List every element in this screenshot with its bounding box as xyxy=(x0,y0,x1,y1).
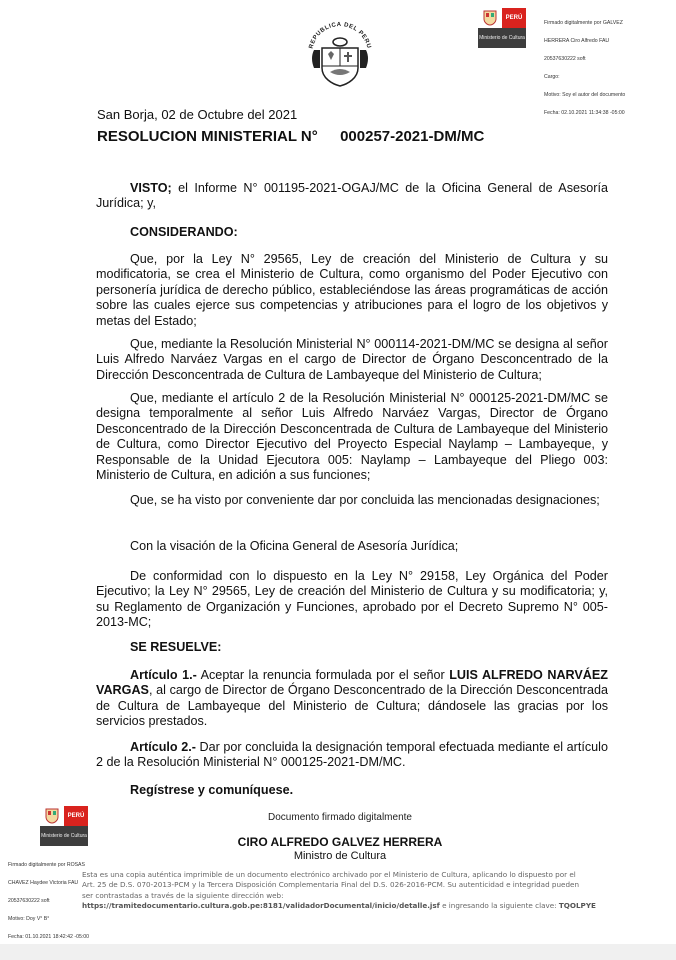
paragraph-4: Que, se ha visto por conveniente dar por concluida las mencionadas designaciones; xyxy=(130,493,600,507)
footer-line: Art. 25 de D.S. 070-2013-PCM y la Tercera Disposición Complementaria Final del D.S. 026-2016-PCM. Su autenticidad e integridad pueden xyxy=(82,880,580,890)
visto-paragraph xyxy=(96,181,608,212)
visto-text: el Informe N° 001195-2021-OGAJ/MC de la Oficina General de Asesoría Jurídica; y, xyxy=(96,181,608,211)
sig-line: Firmado digitalmente por GALVEZ xyxy=(544,20,623,26)
coat-of-arms-text: REPUBLICA DEL PERU xyxy=(308,21,372,50)
validation-url[interactable]: https://tramitedocumentario.cultura.gob.pe:8181/validadorDocumental/inicio/detalle.jsf xyxy=(82,901,440,911)
signature-note: Documento firmado digitalmente xyxy=(268,812,412,823)
sig-line: Cargo: xyxy=(544,74,560,80)
coat-of-arms xyxy=(298,20,382,92)
coat-of-arms-icon xyxy=(40,806,64,826)
peru-label: PERÚ xyxy=(64,806,88,826)
bottom-signature-text xyxy=(8,850,89,946)
sig-line: Firmado digitalmente por ROSAS xyxy=(8,862,85,868)
article-2-text: Dar por concluida la designación temporal efectuada mediante el artículo 2 de la Resolución Ministerial N° 000125-2021-DM/MC. xyxy=(96,740,608,770)
ministry-label: Ministerio de Cultura xyxy=(478,28,526,48)
paragraph-2: Que, mediante la Resolución Ministerial N° 000114-2021-DM/MC se designa al señor Luis Alfredo Narváez Vargas en el cargo de Director de Órgano Desconcentrado de la Dirección Desconcentrada de Cultura de Lambayeque del Ministerio de Cultura; xyxy=(96,337,608,382)
article-1-label: Artículo 1.- xyxy=(130,668,197,682)
article-1 xyxy=(96,668,608,730)
validation-key: TQOLPYE xyxy=(558,901,596,911)
paragraph-3: Que, mediante el artículo 2 de la Resolución Ministerial N° 000125-2021-DM/MC se designa temporalmente al señor Luis Alfredo Narváez Vargas, Director de Órgano Desconcentrado de la Dirección Desconcentrada de Cultura de Lambayeque del Ministerio de Cultura, como Director Ejecutivo del Proyecto Especial Naylamp – Lambayeque, y Responsable de la Unidad Ejecutora 005: Naylamp – Lambayeque del Pliego 003: Ministerio de Cultura, en adición a sus funciones; xyxy=(96,391,608,483)
paragraph-6: De conformidad con lo dispuesto en la Ley N° 29158, Ley Orgánica del Poder Ejecutivo; la Ley N° 29565, Ley de creación del Ministerio de Cultura y su modificatoria; y, su Reglamento de Organización y Funciones, aprobado por el Decreto Supremo N° 005-2013-MC; xyxy=(96,569,608,630)
resolution-title-label: RESOLUCION MINISTERIAL N° xyxy=(97,128,318,145)
article-1-name: LUIS ALFREDO NARVÁEZ VARGAS xyxy=(96,668,608,698)
sig-line: Motivo: Soy el autor del documento xyxy=(544,92,626,98)
closing-text: Regístrese y comuníquese. xyxy=(130,783,294,797)
sig-line: Fecha: 02.10.2021 11:34:38 -05:00 xyxy=(544,110,625,116)
ministry-logo-bottom xyxy=(40,806,88,846)
footer-key-text: e ingresando la siguiente clave: xyxy=(439,901,559,911)
place-date: San Borja, 02 de Octubre del 2021 xyxy=(97,107,298,122)
sig-line: 20537630222 soft xyxy=(544,56,586,62)
resolution-number: 000257-2021-DM/MC xyxy=(340,128,485,145)
considerando-heading: CONSIDERANDO: xyxy=(130,225,238,239)
sig-line: Fecha: 01.10.2021 18:42:42 -05:00 xyxy=(8,934,90,940)
se-resuelve-heading: SE RESUELVE: xyxy=(130,640,222,654)
coat-of-arms-icon xyxy=(478,8,502,28)
top-signature-text xyxy=(544,8,625,122)
authenticity-note xyxy=(82,870,642,912)
footer-line: Esta es una copia auténtica imprimible de un documento electrónico archivado por el Ministerio de Cultura, aplicando lo dispuesto por el xyxy=(82,870,576,879)
peru-label: PERÚ xyxy=(502,8,526,28)
signatory-position: Ministro de Cultura xyxy=(293,850,387,862)
sig-line: Motivo: Doy V° B° xyxy=(8,916,50,922)
article-1-text: Aceptar la renuncia formulada por el señor xyxy=(196,668,450,682)
page-bottom-band xyxy=(0,944,676,960)
ministry-label: Ministerio de Cultura xyxy=(40,826,88,846)
sig-line: HERRERA Ciro Alfredo FAU xyxy=(544,38,610,44)
article-1-text-cont: , al cargo de Director de Órgano Desconcentrado de la Dirección Desconcentrada de Cultura de Lambayeque del Ministerio de Cultura; dándosele las gracias por los servicios prestados. xyxy=(96,683,608,729)
visto-label: VISTO; xyxy=(130,181,172,195)
article-2 xyxy=(96,740,608,771)
signatory-name: CIRO ALFREDO GALVEZ HERRERA xyxy=(237,835,443,849)
footer-line: ser contrastadas a través de la siguiente dirección web: xyxy=(82,890,284,900)
resolution-title xyxy=(97,128,484,145)
sig-line: 20537630222 soft xyxy=(8,898,50,904)
footer-url-line xyxy=(82,901,642,911)
sig-line: CHAVEZ Haydee Victoria FAU xyxy=(8,880,79,886)
article-2-label: Artículo 2.- xyxy=(130,740,196,754)
ministry-logo-top xyxy=(478,8,526,48)
paragraph-5: Con la visación de la Oficina General de Asesoría Jurídica; xyxy=(130,539,459,553)
paragraph-1: Que, por la Ley N° 29565, Ley de creación del Ministerio de Cultura y su modificatoria, se crea el Ministerio de Cultura, como organismo del Poder Ejecutivo con personería jurídica de derecho público, estableciéndose las áreas programáticas de acción sobre las cuales ejerce sus competencias y atribuciones para el logro de los objetivos y metas del Estado; xyxy=(96,252,608,328)
